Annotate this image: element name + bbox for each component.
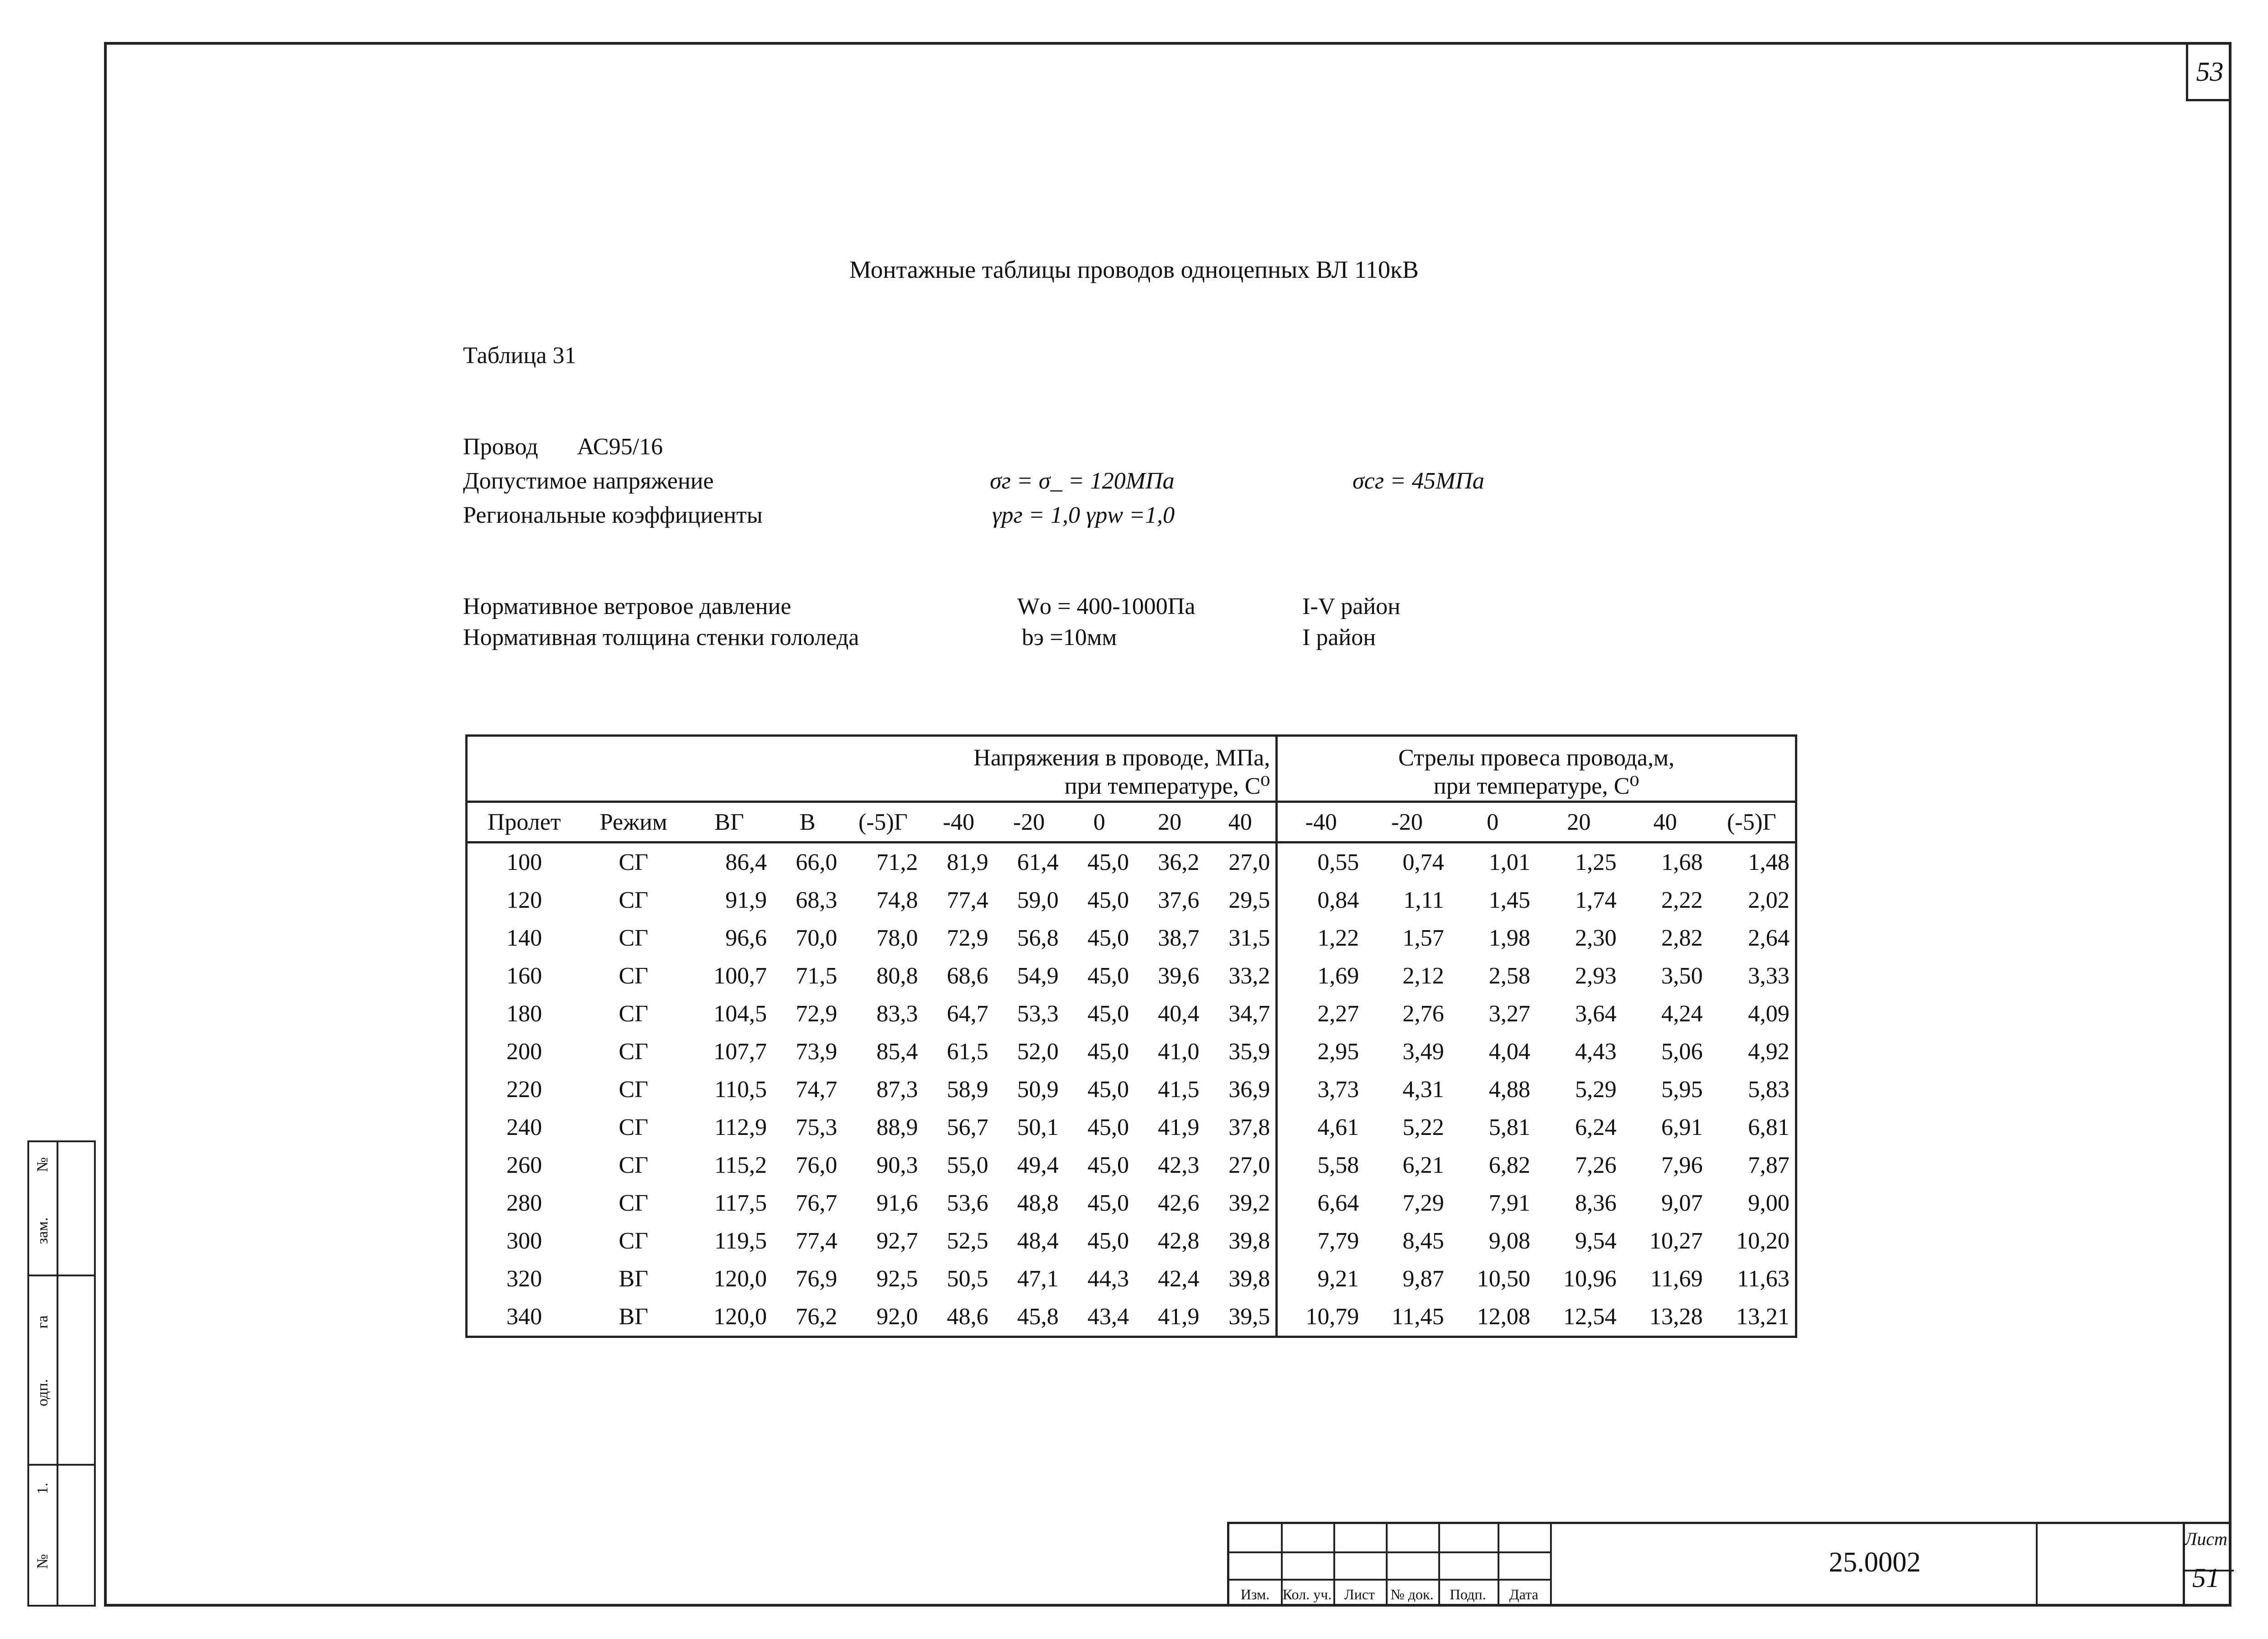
table-cell: 27,0 [1205, 843, 1277, 882]
table-cell: 11,45 [1364, 1298, 1450, 1337]
table-row [467, 843, 1796, 882]
table-cell: СГ [619, 849, 649, 875]
table-cell: 100 [467, 843, 581, 882]
table-row [467, 1071, 1796, 1108]
table-cell: 76,9 [796, 1266, 837, 1292]
table-row [467, 1260, 1796, 1298]
table-cell: 44,3 [1087, 1266, 1129, 1292]
table-body [467, 843, 1796, 1337]
side-label: одп. [34, 1379, 51, 1407]
table-cell: 1,69 [1317, 963, 1359, 989]
table-cell: 13,21 [1708, 1298, 1796, 1337]
ice-region: I район [1302, 624, 1376, 650]
column-header: -20 [994, 802, 1064, 843]
table-cell: 61,5 [947, 1039, 988, 1065]
ice-label: Нормативная толщина стенки гололеда [463, 624, 859, 650]
table-cell: 50,5 [947, 1266, 988, 1292]
table-cell: СГ [619, 1001, 649, 1027]
table-cell: 107,7 [713, 1039, 767, 1065]
table-cell: 74,7 [796, 1077, 837, 1103]
page-title: Монтажные таблицы проводов одноцепных ВЛ 110кВ [849, 256, 1419, 283]
table-cell: 80,8 [876, 963, 918, 989]
table-cell: СГ [619, 1228, 649, 1254]
table-cell: 42,4 [1158, 1266, 1200, 1292]
table-cell: 35,9 [1205, 1033, 1277, 1071]
table-cell: 39,8 [1205, 1222, 1277, 1260]
table-cell: СГ [619, 963, 649, 989]
table-cell: 5,29 [1575, 1077, 1617, 1103]
table-cell: 4,88 [1488, 1077, 1530, 1103]
table-cell: 100,7 [713, 963, 767, 989]
table-cell: 9,54 [1575, 1228, 1617, 1254]
group-sag-header [1277, 736, 1796, 802]
stress-formula: σг = σ_ = 120МПа [990, 468, 1175, 494]
table-cell: 47,1 [1017, 1266, 1059, 1292]
table-cell: 45,0 [1087, 1001, 1129, 1027]
table-cell: 2,93 [1575, 963, 1617, 989]
wind-region: I-V район [1302, 593, 1400, 619]
table-cell: 4,09 [1708, 995, 1796, 1033]
table-cell: 39,8 [1205, 1260, 1277, 1298]
table-cell: 92,5 [876, 1266, 918, 1292]
table-row [467, 1108, 1796, 1146]
table-cell: 76,0 [796, 1152, 837, 1178]
table-cell: 45,0 [1087, 887, 1129, 913]
stamp-label-sheet: Лист [1344, 1586, 1375, 1603]
column-header-row [467, 802, 1796, 843]
table-cell: 37,8 [1205, 1108, 1277, 1146]
wind-value: Wо = 400-1000Па [1017, 593, 1196, 619]
stamp-label-doc: № док. [1390, 1586, 1434, 1603]
side-label: № [34, 1157, 51, 1172]
table-cell: 280 [467, 1184, 581, 1222]
wire-label: Провод [463, 434, 538, 460]
column-header: 0 [1450, 802, 1536, 843]
table-cell: 10,20 [1708, 1222, 1796, 1260]
column-header: -40 [923, 802, 994, 843]
table-cell: 72,9 [947, 925, 988, 951]
table-cell: 56,8 [1017, 925, 1059, 951]
table-cell: 45,0 [1087, 1228, 1129, 1254]
table-cell: 71,5 [796, 963, 837, 989]
wire-value: АС95/16 [577, 434, 663, 460]
table-cell: 96,6 [725, 925, 767, 951]
table-cell: 77,4 [796, 1228, 837, 1254]
table-cell: 41,9 [1134, 1298, 1205, 1337]
table-cell: 92,0 [843, 1298, 923, 1337]
table-cell: 6,81 [1708, 1108, 1796, 1146]
table-cell: 45,0 [1087, 1039, 1129, 1065]
column-header: ВГ [686, 802, 772, 843]
table-cell: 119,5 [714, 1228, 767, 1254]
table-cell: 27,0 [1205, 1146, 1277, 1184]
table-cell: 2,64 [1708, 919, 1796, 957]
table-cell: 81,9 [947, 849, 988, 875]
table-cell: 3,49 [1402, 1039, 1444, 1065]
table-cell: 45,8 [994, 1298, 1064, 1337]
table-cell: 52,5 [947, 1228, 988, 1254]
table-cell: 71,2 [876, 849, 918, 875]
side-divider [29, 1464, 94, 1466]
column-header: 40 [1205, 802, 1277, 843]
table-cell: 0,84 [1317, 887, 1359, 913]
stamp-divider [1229, 1579, 1550, 1581]
table-cell: 2,58 [1488, 963, 1530, 989]
column-header: 40 [1622, 802, 1708, 843]
column-header: 20 [1536, 802, 1622, 843]
table-cell: 120,0 [713, 1266, 767, 1292]
table-cell: ВГ [581, 1298, 686, 1337]
table-cell: СГ [619, 887, 649, 913]
mounting-table [465, 734, 1797, 1338]
table-cell: 42,3 [1158, 1152, 1200, 1178]
table-cell: 45,0 [1087, 1114, 1129, 1140]
table-number: Таблица 31 [463, 343, 577, 369]
table-cell: 29,5 [1205, 881, 1277, 919]
table-cell: 11,69 [1650, 1266, 1703, 1292]
table-cell: 3,27 [1488, 1001, 1530, 1027]
table-cell: 4,43 [1575, 1039, 1617, 1065]
table-cell: 10,50 [1477, 1266, 1530, 1292]
table-cell: 76,7 [796, 1190, 837, 1216]
table-cell: 48,6 [923, 1298, 994, 1337]
table-cell: 45,0 [1087, 1190, 1129, 1216]
table-cell: 92,7 [876, 1228, 918, 1254]
column-header: Пролет [467, 802, 581, 843]
column-header: (-5)Г [1708, 802, 1796, 843]
table-cell: 6,82 [1488, 1152, 1530, 1178]
table-cell: 33,2 [1205, 957, 1277, 995]
table-cell: 55,0 [947, 1152, 988, 1178]
table-cell: 39,5 [1205, 1298, 1277, 1337]
table-cell: 72,9 [796, 1001, 837, 1027]
table-cell: 45,0 [1087, 1152, 1129, 1178]
group-stress-header [467, 736, 1277, 802]
column-header: -20 [1364, 802, 1450, 843]
table-cell: 50,1 [1017, 1114, 1059, 1140]
table-cell: 180 [467, 995, 581, 1033]
table-cell: СГ [619, 1190, 649, 1216]
table-cell: 9,08 [1488, 1228, 1530, 1254]
table-cell: 1,01 [1488, 849, 1530, 875]
table-cell: 41,0 [1158, 1039, 1200, 1065]
group-sag-line1: Стрелы провеса провода,м, [1398, 745, 1675, 771]
side-divider [29, 1275, 94, 1276]
table-cell: 9,21 [1317, 1266, 1359, 1292]
table-cell: 1,98 [1488, 925, 1530, 951]
table-cell: СГ [619, 1114, 649, 1140]
coef-label: Региональные коэффициенты [463, 502, 763, 528]
table-cell: 6,64 [1317, 1190, 1359, 1216]
table-cell: 5,81 [1488, 1114, 1530, 1140]
table-cell: СГ [619, 925, 649, 951]
table-cell: 7,87 [1708, 1146, 1796, 1184]
table-cell: 3,64 [1575, 1001, 1617, 1027]
table-cell: 77,4 [947, 887, 988, 913]
table-cell: 6,21 [1402, 1152, 1444, 1178]
table-cell: 36,9 [1205, 1071, 1277, 1108]
stamp-label-qty: Кол. уч. [1282, 1586, 1332, 1603]
table-cell: 75,3 [796, 1114, 837, 1140]
table-cell: 91,9 [725, 887, 767, 913]
stamp-divider [1229, 1551, 1550, 1553]
table-row [467, 881, 1796, 919]
table-cell: 74,8 [876, 887, 918, 913]
table-cell: СГ [619, 1039, 649, 1065]
table-cell: 73,9 [796, 1039, 837, 1065]
table-cell: 85,4 [876, 1039, 918, 1065]
table-cell: 43,4 [1064, 1298, 1134, 1337]
sheet-number: 51 [2192, 1563, 2220, 1593]
table-cell: 110,5 [714, 1077, 767, 1103]
table-cell: 1,25 [1575, 849, 1617, 875]
table-cell: 2,30 [1575, 925, 1617, 951]
table-cell: 1,48 [1708, 843, 1796, 882]
side-label: га [34, 1315, 51, 1329]
table-cell: 2,22 [1661, 887, 1703, 913]
table-cell: 2,82 [1661, 925, 1703, 951]
table-cell: 59,0 [1017, 887, 1059, 913]
table-cell: 340 [467, 1298, 581, 1337]
table-cell: ВГ [619, 1266, 649, 1292]
table-cell: 41,9 [1158, 1114, 1200, 1140]
group-stress-line1: Напряжения в проводе, МПа, [973, 745, 1270, 771]
table-cell: 4,61 [1317, 1114, 1359, 1140]
table-cell: 64,7 [947, 1001, 988, 1027]
table-cell: 61,4 [1017, 849, 1059, 875]
table-cell: 120,0 [686, 1298, 772, 1337]
table-cell: 4,24 [1661, 1001, 1703, 1027]
table-cell: 37,6 [1158, 887, 1200, 913]
table-cell: 0,55 [1317, 849, 1359, 875]
table-cell: 68,6 [947, 963, 988, 989]
table-cell: 53,6 [947, 1190, 988, 1216]
table-cell: 220 [467, 1071, 581, 1108]
table-cell: 5,22 [1402, 1114, 1444, 1140]
table-cell: 5,06 [1661, 1039, 1703, 1065]
table-cell: 90,3 [876, 1152, 918, 1178]
column-header: В [772, 802, 843, 843]
table-cell: 5,95 [1661, 1077, 1703, 1103]
table-row [467, 1222, 1796, 1260]
stamp-label-sign: Подп. [1450, 1586, 1486, 1603]
side-label: № [34, 1554, 51, 1569]
table-cell: 320 [467, 1260, 581, 1298]
column-header: -40 [1277, 802, 1364, 843]
document-code: 25.0002 [1829, 1547, 1921, 1578]
table-cell: 5,58 [1317, 1152, 1359, 1178]
stress-mean: σсг = 45МПа [1352, 468, 1484, 494]
table-cell: 78,0 [876, 925, 918, 951]
side-label: зам. [34, 1217, 51, 1244]
table-cell: 83,3 [876, 1001, 918, 1027]
table-cell: 45,0 [1087, 1077, 1129, 1103]
table-cell: 48,4 [1017, 1228, 1059, 1254]
table-cell: 112,9 [714, 1114, 767, 1140]
table-cell: 140 [467, 919, 581, 957]
table-row [467, 1146, 1796, 1184]
table-cell: 7,26 [1575, 1152, 1617, 1178]
column-header: 0 [1064, 802, 1134, 843]
coef-values: γрг = 1,0 γрw =1,0 [992, 502, 1175, 528]
table-cell: 10,79 [1277, 1298, 1364, 1337]
table-cell: 2,02 [1708, 881, 1796, 919]
table-row [467, 1184, 1796, 1222]
table-cell: 104,5 [713, 1001, 767, 1027]
table-cell: 9,00 [1708, 1184, 1796, 1222]
table-cell: 52,0 [1017, 1039, 1059, 1065]
table-cell: 1,11 [1403, 887, 1444, 913]
table-cell: 7,91 [1488, 1190, 1530, 1216]
table-cell: 42,6 [1158, 1190, 1200, 1216]
table-cell: 11,63 [1708, 1260, 1796, 1298]
table-row [467, 957, 1796, 995]
table-cell: 39,6 [1158, 963, 1200, 989]
table-row [467, 919, 1796, 957]
stamp-divider [1550, 1524, 1552, 1607]
table-cell: 10,27 [1649, 1228, 1703, 1254]
table-cell: 3,50 [1661, 963, 1703, 989]
table-cell: 120 [467, 881, 581, 919]
table-cell: 7,29 [1402, 1190, 1444, 1216]
table-cell: 3,33 [1708, 957, 1796, 995]
table-row [467, 1033, 1796, 1071]
table-cell: 12,08 [1450, 1298, 1536, 1337]
table-cell: 6,91 [1661, 1114, 1703, 1140]
table-cell: 4,31 [1402, 1077, 1444, 1103]
table-cell: 91,6 [876, 1190, 918, 1216]
page-number: 53 [2186, 42, 2232, 101]
table-cell: 4,92 [1708, 1033, 1796, 1071]
table-cell: 48,8 [1017, 1190, 1059, 1216]
table-cell: 2,12 [1402, 963, 1444, 989]
table-cell: 10,96 [1563, 1266, 1617, 1292]
table-cell: 87,3 [876, 1077, 918, 1103]
table-cell: 36,2 [1158, 849, 1200, 875]
table-cell: 39,2 [1205, 1184, 1277, 1222]
table-cell: 117,5 [714, 1190, 767, 1216]
table-cell: 88,9 [876, 1114, 918, 1140]
column-header: 20 [1134, 802, 1205, 843]
table-cell: 49,4 [1017, 1152, 1059, 1178]
table-cell: 2,76 [1402, 1001, 1444, 1027]
table-cell: 76,2 [772, 1298, 843, 1337]
table-row [467, 1298, 1796, 1337]
table-cell: 41,5 [1158, 1077, 1200, 1103]
ice-value: bэ =10мм [1022, 624, 1117, 650]
table-cell: 1,68 [1661, 849, 1703, 875]
table-cell: 2,27 [1317, 1001, 1359, 1027]
table-cell: 300 [467, 1222, 581, 1260]
group-sag-line2: при температуре, С⁰ [1433, 773, 1639, 799]
table-cell: 115,2 [714, 1152, 767, 1178]
table-cell: 40,4 [1158, 1001, 1200, 1027]
wind-label: Нормативное ветровое давление [463, 593, 791, 619]
table-cell: 53,3 [1017, 1001, 1059, 1027]
stamp-label-date: Дата [1509, 1586, 1539, 1603]
table-cell: 0,74 [1402, 849, 1444, 875]
side-strip [27, 1140, 96, 1607]
column-header: Режим [581, 802, 686, 843]
table-cell: 8,45 [1402, 1228, 1444, 1254]
table-cell: 45,0 [1087, 925, 1129, 951]
group-stress-line2: при температуре, С⁰ [1064, 773, 1270, 799]
table-cell: 68,3 [796, 887, 837, 913]
table-cell: 2,95 [1317, 1039, 1359, 1065]
table-cell: 70,0 [796, 925, 837, 951]
table-cell: 50,9 [1017, 1077, 1059, 1103]
table-cell: СГ [619, 1152, 649, 1178]
stress-label: Допустимое напряжение [463, 468, 714, 494]
table-cell: 1,22 [1317, 925, 1359, 951]
table-cell: 12,54 [1536, 1298, 1622, 1337]
side-divider [57, 1142, 58, 1605]
table-cell: 8,36 [1575, 1190, 1617, 1216]
table-cell: 9,07 [1661, 1190, 1703, 1216]
table-cell: 1,45 [1488, 887, 1530, 913]
sheet-label: Лист [2185, 1529, 2227, 1549]
table-cell: 34,7 [1205, 995, 1277, 1033]
side-label: 1. [34, 1483, 51, 1494]
table-cell: 200 [467, 1033, 581, 1071]
table-cell: 5,83 [1708, 1071, 1796, 1108]
table-cell: 9,87 [1402, 1266, 1444, 1292]
table-cell: 45,0 [1087, 963, 1129, 989]
table-row [467, 995, 1796, 1033]
table-cell: 54,9 [1017, 963, 1059, 989]
table-cell: СГ [619, 1077, 649, 1103]
column-header: (-5)Г [843, 802, 923, 843]
stamp-label-rev: Изм. [1240, 1586, 1270, 1603]
table-cell: 31,5 [1205, 919, 1277, 957]
table-cell: 38,7 [1158, 925, 1200, 951]
table-cell: 66,0 [796, 849, 837, 875]
table-cell: 160 [467, 957, 581, 995]
table-cell: 6,24 [1575, 1114, 1617, 1140]
table-cell: 56,7 [947, 1114, 988, 1140]
table-cell: 42,8 [1158, 1228, 1200, 1254]
table-cell: 13,28 [1622, 1298, 1708, 1337]
table-cell: 3,73 [1317, 1077, 1359, 1103]
table-cell: 86,4 [725, 849, 767, 875]
table-cell: 58,9 [947, 1077, 988, 1103]
table-cell: 1,57 [1402, 925, 1444, 951]
table-cell: 45,0 [1087, 849, 1129, 875]
group-header-row [467, 736, 1796, 802]
table-cell: 1,74 [1575, 887, 1617, 913]
table-cell: 7,96 [1661, 1152, 1703, 1178]
table-cell: 7,79 [1317, 1228, 1359, 1254]
table-cell: 240 [467, 1108, 581, 1146]
table-cell: 4,04 [1488, 1039, 1530, 1065]
table-cell: 260 [467, 1146, 581, 1184]
